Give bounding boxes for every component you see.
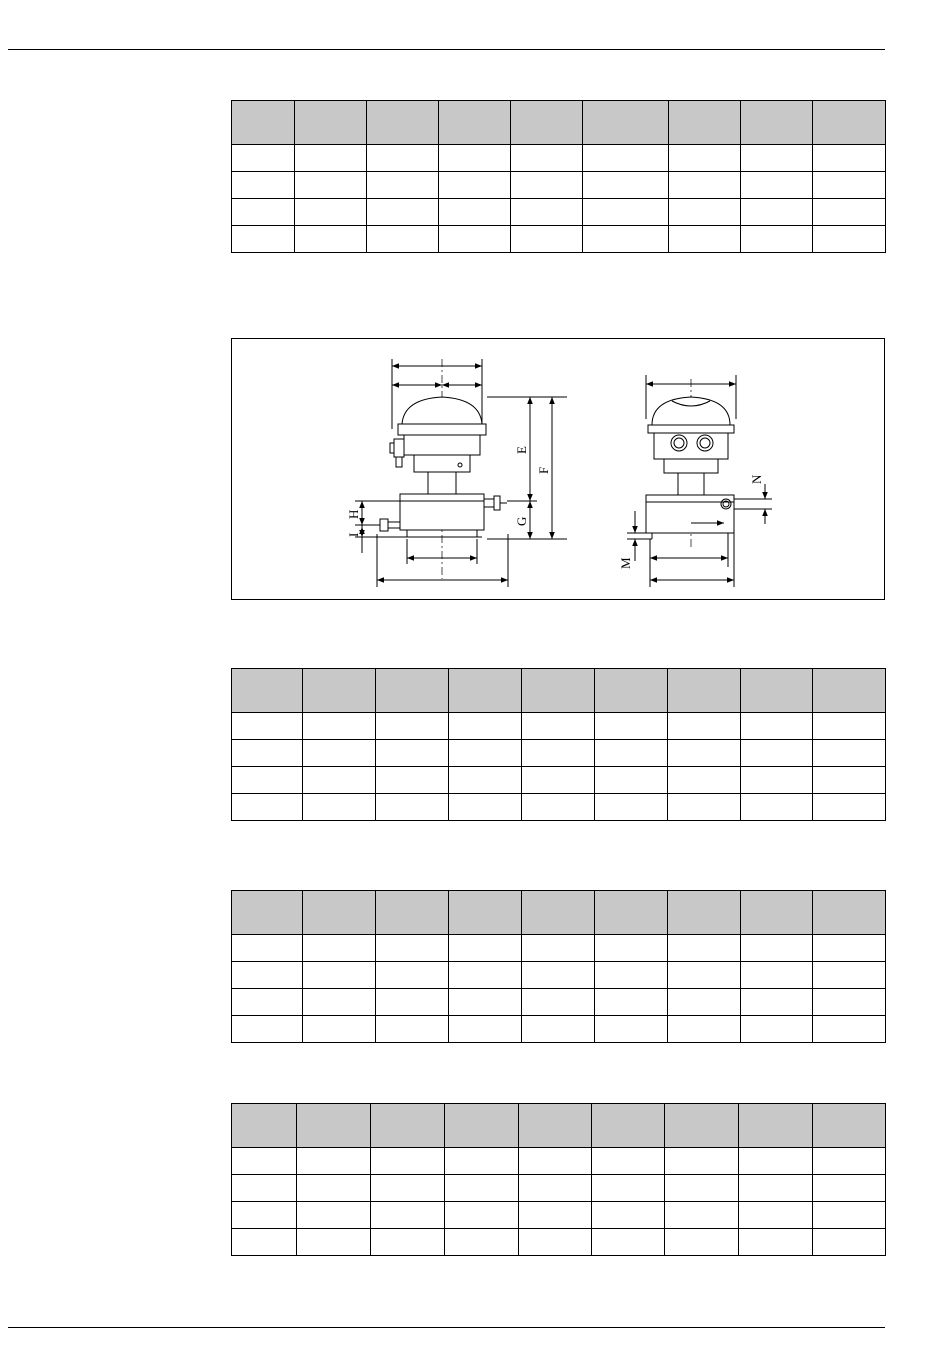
dimension-table-3 <box>231 890 886 1043</box>
table-row <box>232 199 886 226</box>
label-G: G <box>514 516 529 526</box>
dimension-drawing <box>231 338 885 600</box>
table-row <box>232 145 886 172</box>
label-F: F <box>536 466 551 474</box>
dimension-table-4 <box>231 1103 886 1256</box>
label-E: E <box>514 446 529 454</box>
table-header-row <box>232 669 886 713</box>
label-I: I <box>346 532 361 537</box>
footer-rule <box>8 1327 885 1328</box>
front-view <box>346 359 567 587</box>
table-row <box>232 713 886 740</box>
table-row <box>232 1229 886 1256</box>
label-H: H <box>346 509 361 519</box>
table-row <box>232 1016 886 1043</box>
table-row <box>232 935 886 962</box>
dimension-table-1 <box>231 100 886 253</box>
table-row <box>232 1175 886 1202</box>
table-header-row <box>232 1104 886 1148</box>
table-row <box>232 1148 886 1175</box>
table-row <box>232 226 886 253</box>
table-row <box>232 989 886 1016</box>
header-rule <box>8 49 885 50</box>
table-row <box>232 172 886 199</box>
table-row <box>232 740 886 767</box>
table-header-row <box>232 101 886 145</box>
label-N: N <box>749 474 764 484</box>
table-row <box>232 767 886 794</box>
side-view <box>618 375 772 587</box>
table-header-row <box>232 891 886 935</box>
label-M: M <box>618 557 633 569</box>
table-row <box>232 794 886 821</box>
table-row <box>232 962 886 989</box>
dimension-table-2 <box>231 668 886 821</box>
table-row <box>232 1202 886 1229</box>
